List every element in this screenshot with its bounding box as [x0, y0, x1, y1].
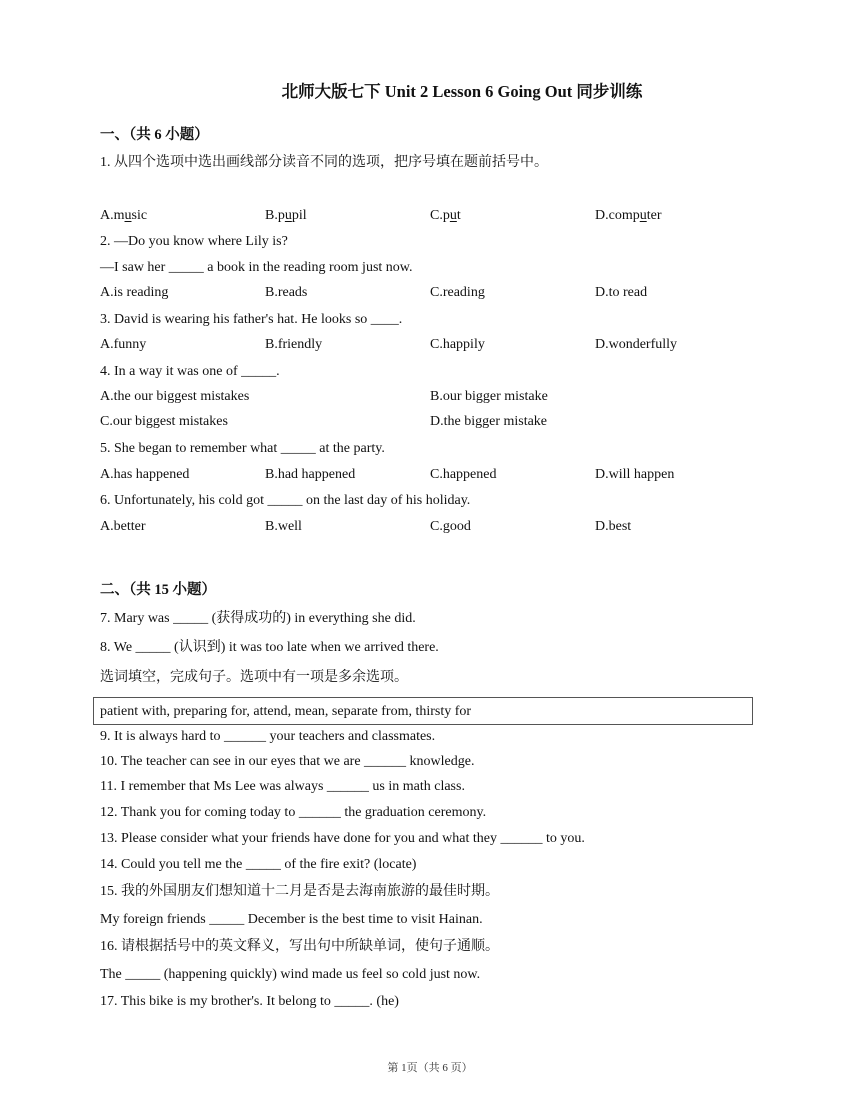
section-heading-2: 二、（共 15 小题） — [100, 582, 216, 598]
fill-in-instruction: 选词填空，完成句子。选项中有一项是多余选项。 — [100, 670, 408, 685]
question-6-option-b: B.well — [265, 519, 302, 534]
question-8: 8. We _____ (认识到) it was too late when we arrived there. — [100, 640, 439, 655]
question-12: 12. Thank you for coming today to ______ the graduation ceremony. — [100, 805, 487, 820]
question-3-option-b: B.friendly — [265, 337, 323, 352]
question-7: 7. Mary was _____ (获得成功的) in everything she did. — [100, 611, 416, 626]
word-bank-text: patient with, preparing for, attend, mean, separate from, thirsty for — [100, 704, 472, 719]
question-2-option-d: D.to read — [595, 285, 648, 300]
question-4-option-d: D.the bigger mistake — [430, 414, 548, 429]
question-3-stem: 3. David is wearing his father's hat. He looks so ____. — [100, 312, 403, 327]
question-1-option-a: A.music — [100, 208, 148, 223]
question-5-option-b: B.had happened — [265, 467, 356, 482]
question-4-option-b: B.our bigger mistake — [430, 389, 548, 404]
question-3-option-d: D.wonderfully — [595, 337, 678, 352]
question-15-english: My foreign friends _____ December is the best time to visit Hainan. — [100, 912, 483, 927]
question-1-stem: 1. 从四个选项中选出画线部分读音不同的选项，把序号填在题前括号中。 — [100, 155, 548, 170]
question-2-option-a: A.is reading — [100, 285, 169, 300]
page-title: 北师大版七下 Unit 2 Lesson 6 Going Out 同步训练 — [281, 82, 643, 101]
question-2-option-b: B.reads — [265, 285, 308, 300]
question-2-stem-line2: —I saw her _____ a book in the reading room just now. — [100, 260, 413, 275]
question-4-option-a: A.the our biggest mistakes — [100, 389, 250, 404]
section-heading-1: 一、（共 6 小题） — [100, 127, 209, 143]
question-4-option-c: C.our biggest mistakes — [100, 414, 228, 429]
question-5-stem: 5. She began to remember what _____ at the party. — [100, 441, 385, 456]
question-11: 11. I remember that Ms Lee was always ______ us in math class. — [100, 779, 465, 794]
question-9: 9. It is always hard to ______ your teachers and classmates. — [100, 729, 436, 744]
question-3-option-a: A.funny — [100, 337, 147, 352]
question-10: 10. The teacher can see in our eyes that we are ______ knowledge. — [100, 754, 475, 769]
question-6-option-a: A.better — [100, 519, 146, 534]
question-2-option-c: C.reading — [430, 285, 485, 300]
question-1-option-d: D.computer — [595, 208, 662, 223]
question-6-option-d: D.best — [595, 519, 632, 534]
question-6-stem: 6. Unfortunately, his cold got _____ on the last day of his holiday. — [100, 493, 471, 508]
page-footer: 第 1页（共 6 页） — [387, 1062, 473, 1074]
question-17: 17. This bike is my brother's. It belong to _____. (he) — [100, 994, 399, 1009]
question-1-option-c: C.put — [430, 208, 461, 223]
question-15-chinese: 15. 我的外国朋友们想知道十二月是否是去海南旅游的最佳时期。 — [100, 884, 499, 899]
question-1-option-b: B.pupil — [265, 208, 307, 223]
question-5-option-a: A.has happened — [100, 467, 190, 482]
word-bank-box — [93, 697, 753, 725]
question-16-english: The _____ (happening quickly) wind made us feel so cold just now. — [100, 967, 481, 982]
question-5-option-c: C.happened — [430, 467, 497, 482]
question-3-option-c: C.happily — [430, 337, 485, 352]
question-4-stem: 4. In a way it was one of _____. — [100, 364, 280, 379]
question-5-option-d: D.will happen — [595, 467, 675, 482]
question-14: 14. Could you tell me the _____ of the fire exit? (locate) — [100, 857, 417, 872]
question-6-option-c: C.good — [430, 519, 471, 534]
question-13: 13. Please consider what your friends have done for you and what they ______ to you. — [100, 831, 585, 846]
question-16-chinese: 16. 请根据括号中的英文释义，写出句中所缺单词，使句子通顺。 — [100, 939, 499, 954]
question-2-stem: 2. —Do you know where Lily is? — [100, 234, 288, 249]
